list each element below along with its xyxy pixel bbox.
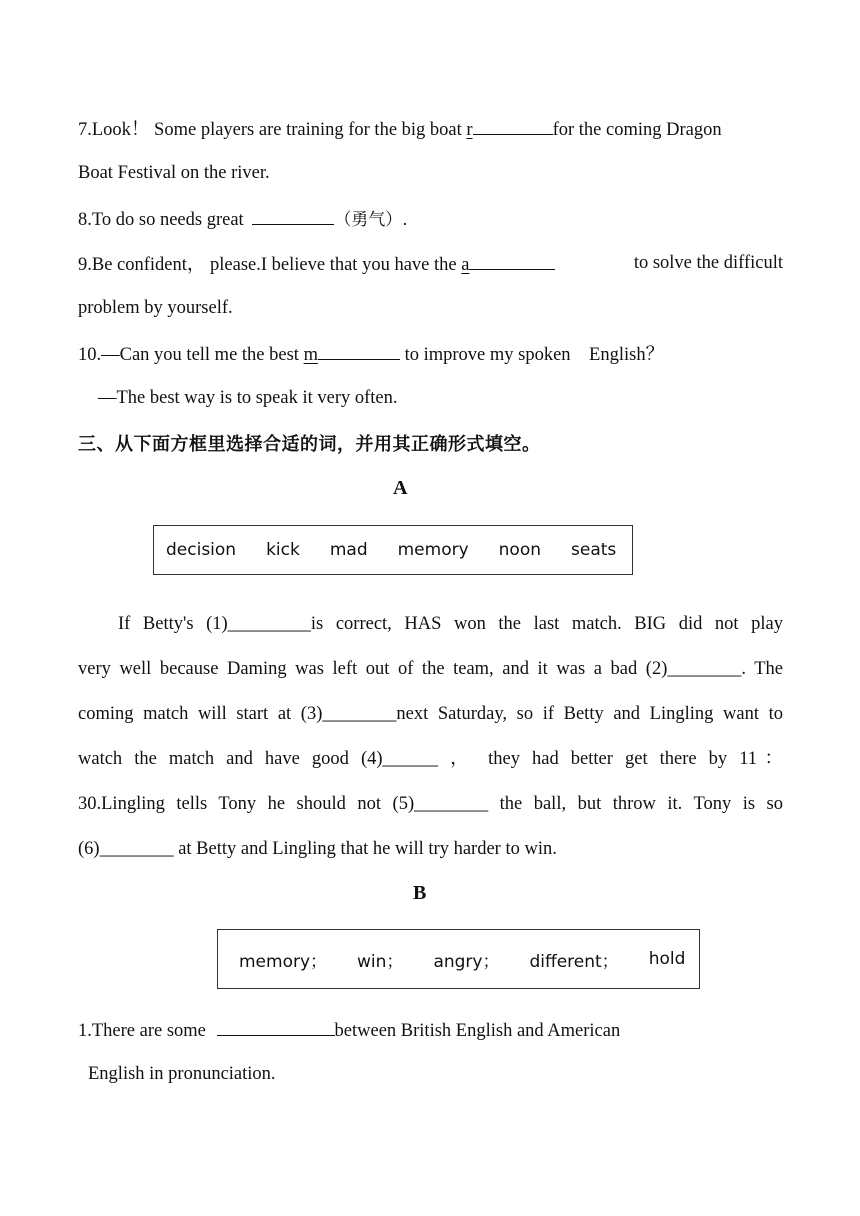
word-box-b-item: angry； <box>433 951 500 972</box>
part-b-question-1-text-end: between British English and American <box>334 1021 621 1041</box>
question-10-text: 10.—Can you tell me the best <box>78 345 304 365</box>
word-box-b-item: memory； <box>239 951 328 972</box>
section-3-heading: 三、从下面方框里选择合适的词，并用其正确形式填空。 <box>78 434 541 455</box>
part-b-word-box <box>217 929 700 989</box>
word-box-a-item: seats <box>571 540 617 560</box>
passage-a-line-6: (6)________ at Betty and Lingling that he will try harder to win. <box>78 839 557 859</box>
passage-a-line-3: coming match will start at (3)________next Saturday, so if Betty and Lingling want to <box>78 704 783 724</box>
part-a-word-box <box>153 525 633 575</box>
question-9-hint-letter: a <box>461 255 470 275</box>
question-9-text: 9.Be confident， please.I believe that you have the <box>78 255 462 275</box>
question-10-text-end: to improve my spoken English？ <box>399 345 665 365</box>
word-box-a-item: mad <box>329 540 368 560</box>
question-8-hint: （勇气）. <box>334 210 408 230</box>
word-box-a-item: kick <box>266 540 300 560</box>
question-9 <box>78 251 783 277</box>
word-box-b-item: hold <box>648 949 686 969</box>
part-b-question-1-blank[interactable] <box>217 1017 335 1036</box>
question-7-text-end: for the coming Dragon <box>552 120 722 140</box>
question-10 <box>78 341 783 367</box>
question-10-blank[interactable] <box>318 341 400 360</box>
question-8 <box>78 206 783 232</box>
word-box-a-item: memory <box>397 540 469 560</box>
part-b-question-1-text: 1.There are some <box>78 1021 211 1041</box>
question-7-continuation: Boat Festival on the river. <box>78 163 270 183</box>
question-8-text: 8.To do so needs great <box>78 210 249 230</box>
question-7-text: 7.Look！ Some players are training for the big boat <box>78 120 467 140</box>
passage-a-line-2: very well because Daming was left out of the team, and it was a bad (2)________. The <box>78 659 783 679</box>
word-box-a-item: noon <box>498 540 542 560</box>
question-10-answer: —The best way is to speak it very often. <box>98 388 398 408</box>
word-box-b-item: win； <box>357 951 404 972</box>
passage-a-line-5: 30.Lingling tells Tony he should not (5)________ the ball, but throw it. Tony is so <box>78 794 783 814</box>
passage-a-line-4: watch the match and have good (4)______ ， they had better get there by 11： <box>78 749 783 769</box>
word-box-a-item: decision <box>166 540 237 560</box>
passage-a-line-1: If Betty's (1)_________is correct, HAS won the last match. BIG did not play <box>118 614 783 634</box>
word-box-b-item: different； <box>529 951 619 972</box>
question-9-continuation: problem by yourself. <box>78 298 233 318</box>
question-7-hint-letter: r <box>466 120 473 140</box>
part-b-question-1 <box>78 1017 783 1043</box>
question-7-blank[interactable] <box>473 116 553 135</box>
question-9-blank[interactable] <box>469 251 555 270</box>
part-a-label: A <box>393 477 408 499</box>
question-9-text-end: to solve the difficult <box>633 253 783 273</box>
part-b-question-1-continuation: English in pronunciation. <box>88 1064 276 1084</box>
question-7 <box>78 116 783 142</box>
question-8-blank[interactable] <box>252 206 334 225</box>
question-10-hint-letter: m <box>303 345 318 365</box>
part-b-label: B <box>413 882 427 904</box>
